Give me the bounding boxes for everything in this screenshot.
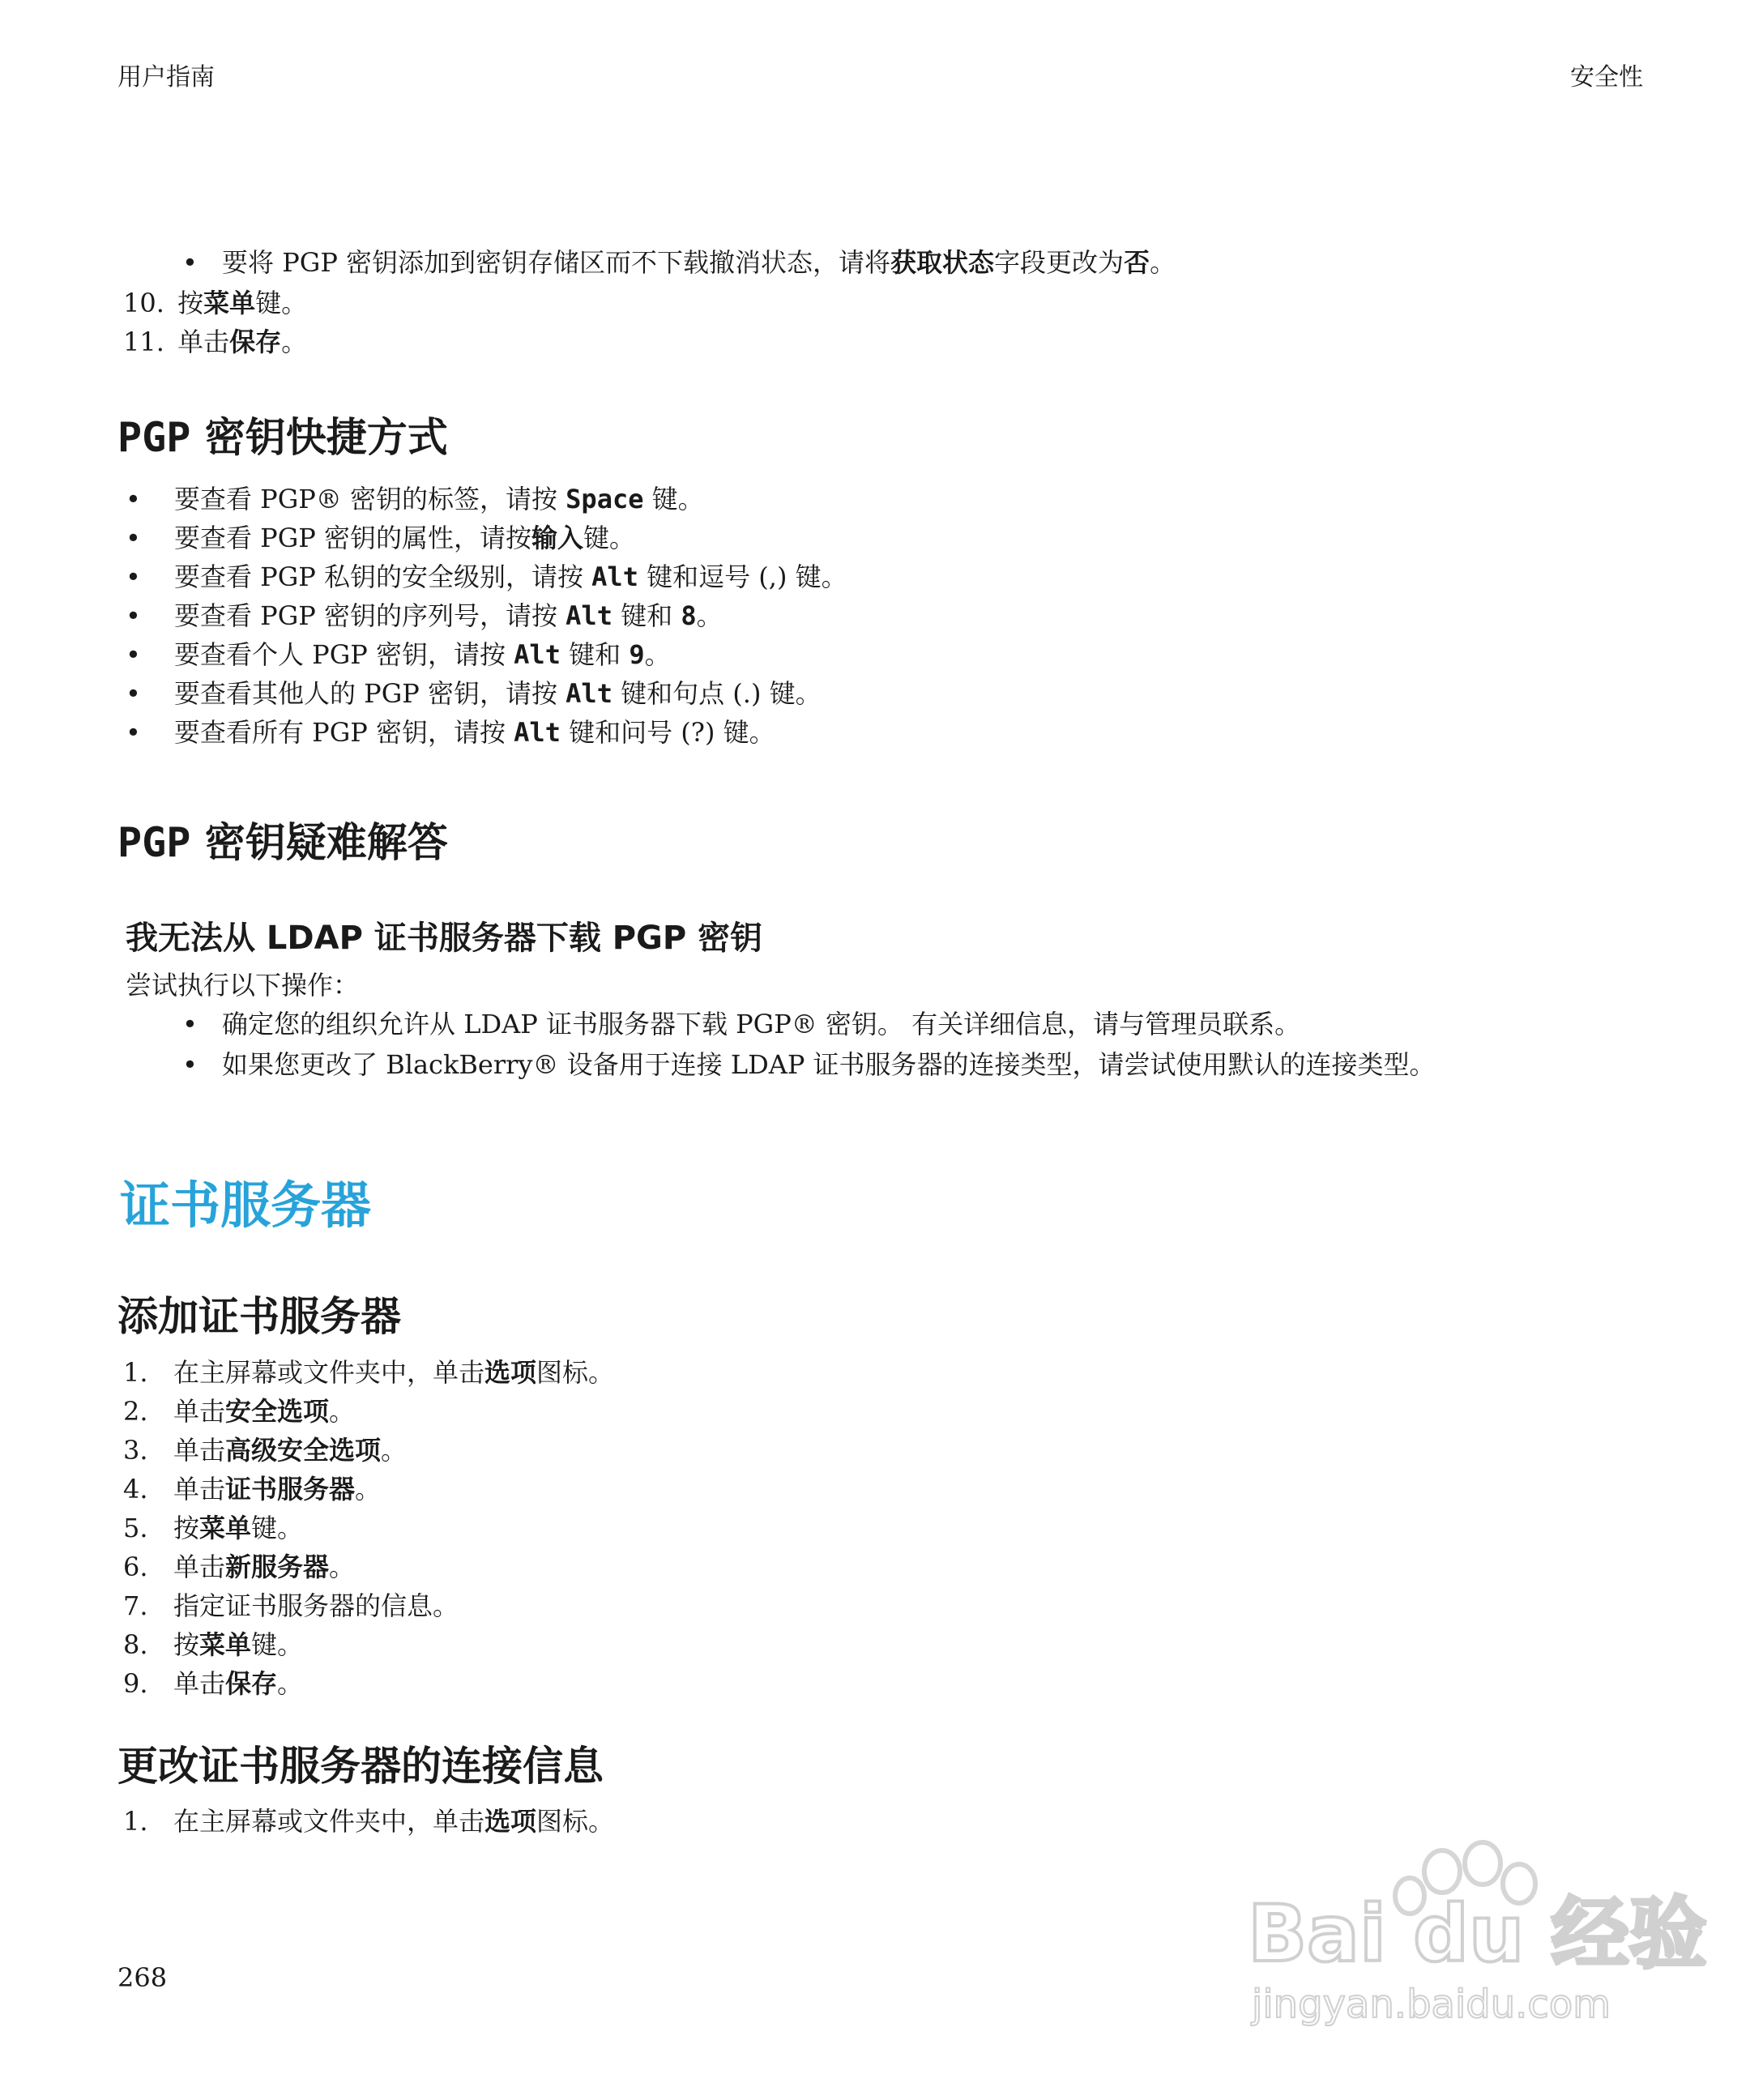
troubleshooting-bullet	[182, 1005, 1300, 1044]
step-pre: 单击	[173, 1668, 226, 1699]
step-post: 。	[281, 327, 308, 357]
troubleshooting-intro: 尝试执行以下操作：	[126, 970, 360, 1001]
baidu-jingyan-watermark	[1240, 1839, 1707, 2034]
top-bullet-bold-2: 否	[1124, 247, 1150, 278]
page-number: 268	[117, 1962, 168, 1993]
bullet-dot: •	[182, 1009, 198, 1039]
step-number: 8.	[123, 1629, 148, 1660]
step-number: 11.	[123, 327, 164, 357]
heading-text: 密钥疑难解答	[190, 819, 448, 866]
shortcut-key-2: 8	[681, 600, 697, 631]
step-post: 键。	[251, 1629, 304, 1660]
top-bullet-mid: 字段更改为	[994, 247, 1125, 278]
shortcut-item	[126, 713, 775, 752]
shortcut-key: Alt	[514, 639, 561, 670]
shortcut-key: Alt	[591, 561, 638, 592]
shortcut-post: 键和问号 (?) 键。	[560, 717, 775, 748]
step-post: 键。	[251, 1513, 304, 1543]
top-bullet-post: 。	[1150, 247, 1176, 278]
shortcut-item	[126, 519, 636, 557]
shortcut-key: Alt	[514, 717, 561, 748]
bullet-dot: •	[182, 247, 198, 278]
shortcut-item	[126, 557, 847, 596]
shortcut-key-2: 9	[629, 639, 645, 670]
top-bullet-pre: 要将 PGP 密钥添加到密钥存储区而不下载撤消状态，请将	[222, 247, 891, 278]
shortcut-post: 键和	[612, 600, 681, 631]
bullet-dot: •	[126, 484, 141, 514]
running-header-left: 用户指南	[117, 63, 215, 92]
shortcut-pre: 要查看 PGP® 密钥的标签，请按	[174, 484, 566, 514]
step-number: 3.	[123, 1435, 148, 1466]
step-post: 。	[277, 1668, 304, 1699]
bullet-dot: •	[126, 717, 141, 748]
step-bold: 安全选项	[225, 1396, 330, 1427]
step-pre: 单击	[173, 1474, 226, 1505]
step-bold: 菜单	[199, 1629, 252, 1660]
step-post: 图标。	[536, 1357, 615, 1388]
step-post: 。	[329, 1396, 356, 1427]
step-number: 4.	[123, 1474, 148, 1505]
shortcut-post: 键。	[583, 523, 636, 553]
step-number: 9.	[123, 1668, 148, 1699]
shortcut-pre: 要查看 PGP 密钥的属性，请按	[174, 523, 531, 553]
shortcut-post: 键。	[643, 484, 704, 514]
shortcut-key: 输入	[531, 523, 583, 553]
step-number: 7.	[123, 1590, 148, 1621]
step-pre: 指定证书服务器的信息。	[173, 1590, 459, 1621]
shortcut-post: 键和	[560, 639, 630, 670]
shortcut-pre: 要查看其他人的 PGP 密钥，请按	[174, 678, 566, 709]
shortcut-pre: 要查看 PGP 密钥的序列号，请按	[174, 600, 566, 631]
step-bold: 选项	[484, 1357, 537, 1388]
heading-mono: PGP	[117, 414, 191, 461]
shortcut-item	[126, 480, 704, 519]
paw-logo-icon	[1240, 1839, 1707, 2034]
step-number: 1.	[123, 1806, 148, 1837]
shortcut-post-2: 。	[696, 600, 723, 631]
step-pre: 按	[177, 288, 204, 318]
step-post: 。	[329, 1552, 356, 1582]
shortcut-item	[126, 635, 671, 674]
bullet-dot: •	[126, 600, 141, 631]
step-post: 。	[381, 1435, 408, 1466]
section-heading-add-server: 添加证书服务器	[117, 1293, 401, 1340]
step-post: 。	[355, 1474, 382, 1505]
bullet-dot: •	[126, 561, 141, 592]
step-number: 5.	[123, 1513, 148, 1543]
shortcut-key: Alt	[566, 678, 612, 709]
step-bold: 菜单	[203, 288, 256, 318]
bullet-dot: •	[182, 1049, 198, 1080]
step-bold: 新服务器	[225, 1552, 330, 1582]
bullet-dot: •	[126, 639, 141, 670]
bullet-dot: •	[126, 523, 141, 553]
top-bullet-item	[182, 243, 1176, 282]
shortcut-post-2: 。	[644, 639, 671, 670]
section-heading-change-server: 更改证书服务器的连接信息	[117, 1743, 604, 1790]
shortcut-post: 键和逗号 (,) 键。	[638, 561, 847, 592]
step-bold: 证书服务器	[225, 1474, 356, 1505]
shortcut-post: 键和句点 (.) 键。	[612, 678, 822, 709]
shortcut-pre: 要查看所有 PGP 密钥，请按	[174, 717, 514, 748]
troubleshooting-bullet-text: 如果您更改了 BlackBerry® 设备用于连接 LDAP 证书服务器的连接类型，请尝试使用默认的连接类型。	[222, 1049, 1436, 1080]
bullet-dot: •	[126, 678, 141, 709]
step-pre: 单击	[173, 1552, 226, 1582]
section-heading-troubleshooting	[117, 810, 448, 869]
watermark-logo-text: Bai du 经验	[1248, 1889, 1707, 1979]
troubleshooting-bullet-text: 确定您的组织允许从 LDAP 证书服务器下载 PGP® 密钥。 有关详细信息，请与管理员联系。	[222, 1009, 1301, 1039]
step-pre: 在主屏幕或文件夹中，单击	[173, 1806, 485, 1837]
shortcut-key: Space	[566, 484, 644, 514]
running-header-right: 安全性	[1570, 63, 1643, 92]
step-pre: 单击	[173, 1396, 226, 1427]
step-item	[123, 322, 307, 361]
step-number: 6.	[123, 1552, 148, 1582]
step-number: 1.	[123, 1357, 148, 1388]
shortcut-item	[126, 596, 723, 635]
step-bold: 高级安全选项	[225, 1435, 382, 1466]
step-number: 10.	[123, 288, 164, 318]
step-bold: 保存	[225, 1668, 278, 1699]
shortcut-item	[126, 674, 822, 713]
step-bold: 菜单	[199, 1513, 252, 1543]
step-bold: 选项	[484, 1806, 537, 1837]
heading-mono: PGP	[117, 819, 191, 866]
step-number: 2.	[123, 1396, 148, 1427]
chapter-title: 证书服务器	[120, 1176, 372, 1235]
step-pre: 按	[173, 1629, 200, 1660]
step-post: 键。	[255, 288, 308, 318]
step-pre: 在主屏幕或文件夹中，单击	[173, 1357, 485, 1388]
step-post: 图标。	[536, 1806, 615, 1837]
troubleshooting-bullet	[182, 1045, 1436, 1084]
step-bold: 保存	[229, 327, 282, 357]
shortcut-pre: 要查看 PGP 私钥的安全级别，请按	[174, 561, 592, 592]
step-pre: 单击	[177, 327, 230, 357]
top-bullet-bold-1: 获取状态	[890, 247, 995, 278]
step-pre: 按	[173, 1513, 200, 1543]
shortcut-pre: 要查看个人 PGP 密钥，请按	[174, 639, 514, 670]
step-item	[123, 284, 307, 322]
shortcut-key: Alt	[566, 600, 612, 631]
step-pre: 单击	[173, 1435, 226, 1466]
watermark-url: jingyan.baidu.com	[1252, 1982, 1611, 2027]
heading-text: 密钥快捷方式	[190, 414, 448, 461]
section-heading-shortcuts	[117, 405, 448, 463]
troubleshooting-subheading: 我无法从 LDAP 证书服务器下载 PGP 密钥	[126, 920, 763, 957]
